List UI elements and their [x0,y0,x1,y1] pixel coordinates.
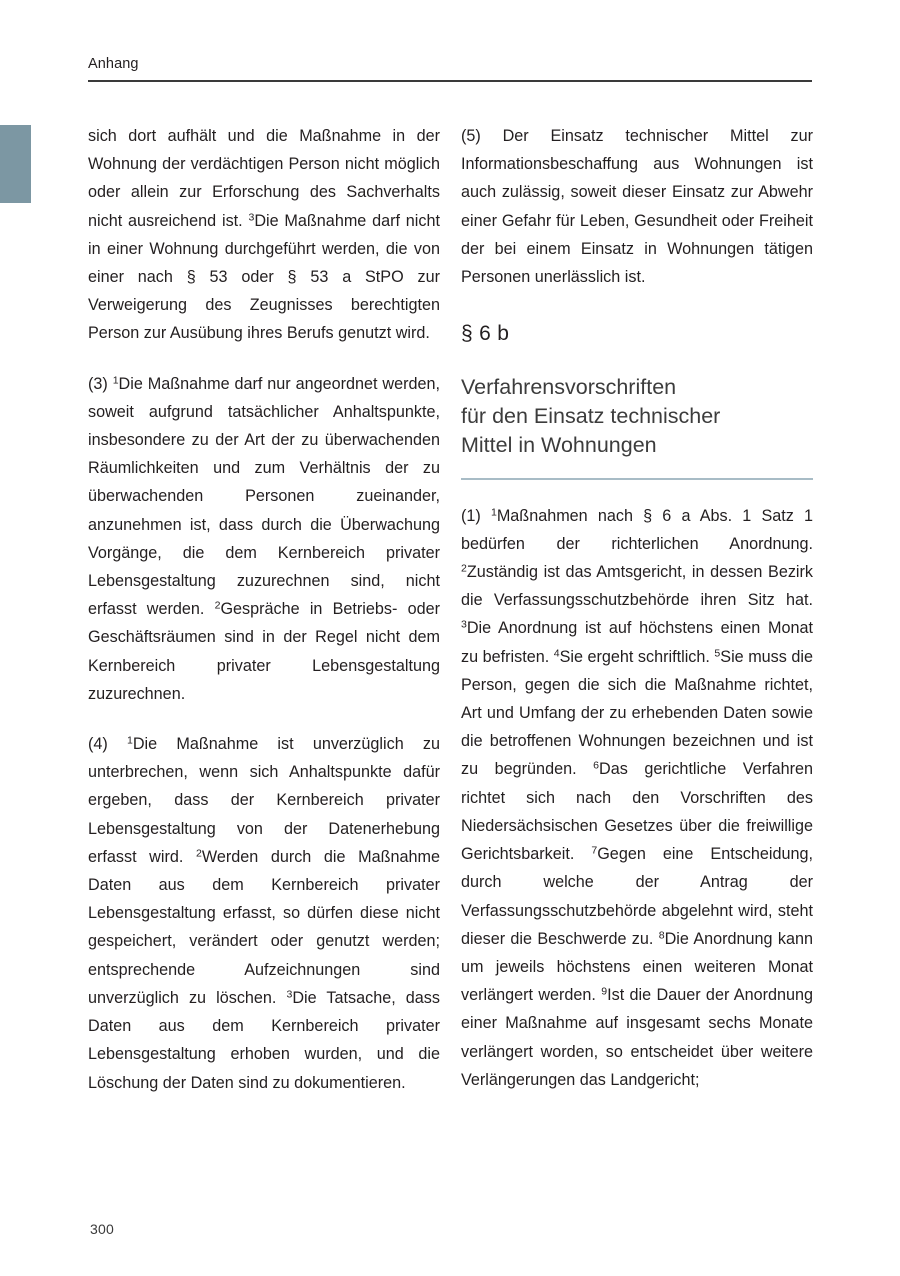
section-number: § 6 b [461,322,510,346]
sentence-marker: 3 [286,988,293,1001]
sentence-marker: 9 [601,985,608,998]
running-header-label: Anhang [88,56,139,72]
para-4: (4) $^1$Die Maßnahme ist unverzüglich zu unterbrechen, wenn sich Anhaltspunkte dafür ergeben, dass der Kernbereich privater Lebensgestaltung von der Datenerhebung erfasst wird. $^2$Werden durch die Maßnahme Daten aus dem Kernbereich privater Lebensgestaltung erfasst, so dürfen diese nicht gespeichert, verändert oder genutzt werden; entsprechende Aufzeichnungen sind unverzüglich zu löschen. $^3$Die Tatsache, dass Daten aus dem Kernbereich privater Lebensgestaltung erhoben wurden, und die Löschung der Daten sind zu dokumentieren. [88,734,440,1092]
sentence-marker: 3 [248,211,255,224]
para-1: (1) $^1$Maßnahmen nach § 6 a Abs. 1 Satz 1 bedürfen der richterlichen Anordnung. $^2$Zuständig ist das Amtsgericht, in dessen Bezirk die Verfassungsschutzbehörde ihren Sitz hat. $^3$Die Anordnung ist auf höchstens einen Monat zu befristen. $^4$Sie ergeht schriftlich. $^5$Sie muss die Person, gegen die sich die Maßnahme richtet, Art und Umfang der zu erhebenden Daten sowie die betroffenen Wohnungen bezeichnen und ist zu begründen. $^6$Das gerichtliche Verfahren richtet sich nach den Vorschriften des Niedersächsischen Gesetzes über die freiwillige Gerichtsbarkeit. $^7$Gegen eine Entscheidung, durch welche der Antrag der Verfassungsschutzbehörde abgelehnt wird, steht dieser die Beschwerde zu. $^8$Die Anordnung kann um jeweils höchstens einen weiteren Monat verlängert werden. $^9$Ist die Dauer der Anordnung einer Maßnahme auf insgesamt sechs Monate verlängert worden, so entscheidet über weitere Verlängerungen das Landgericht; [461,506,814,1089]
section-divider [461,478,813,479]
section-title-line-1: für den Einsatz technischer [461,404,721,429]
right-column-paragraphs-bottom [461,502,813,1094]
para-3: (3) $^1$Die Maßnahme darf nur angeordnet werden, soweit aufgrund tatsächlicher Anhaltspunkte, insbesondere zu der Art der zu überwachenden Räumlichkeiten und zum Verhältnis der zu überwachenden Personen zueinander, anzunehmen ist, dass durch die Überwachung Vorgänge, die dem Kernbereich privater Lebensgestaltung zuzurechnen sind, nicht erfasst werden. $^2$Gespräche in Betriebs- oder Geschäftsräumen sind in der Regel nicht dem Kernbereich privater Lebensgestaltung zuzurechnen. [88,374,440,703]
section-title-line-0: Verfahrensvorschriften [461,375,677,400]
sentence-marker: 5 [714,647,721,660]
sentence-marker: 2 [214,599,221,612]
section-heading-block [461,321,813,479]
para-5: (5) Der Einsatz technischer Mittel zur Informationsbeschaffung aus Wohnungen ist auch zulässig, soweit dieser Einsatz zur Abwehr einer Gefahr für Leben, Gesundheit oder Freiheit der bei einem Einsatz in Wohnungen tätigen Personen unerlässlich ist. [461,127,813,287]
body-columns [88,122,812,1202]
header-divider [88,80,812,81]
page-number: 300 [90,1221,114,1237]
sentence-marker: 1 [112,374,119,387]
right-column [461,122,813,1202]
sentence-marker: 1 [127,734,133,747]
edge-index-tab [0,125,31,203]
left-column-paragraphs [88,122,440,1097]
sentence-marker: 7 [591,844,598,857]
sentence-marker: 2 [461,562,467,575]
running-header [88,56,812,82]
sentence-marker: 6 [593,760,599,773]
right-column-paragraphs-top [461,122,813,291]
sentence-marker: 1 [490,506,497,519]
sentence-marker: 3 [461,619,467,631]
sentence-marker: 8 [658,929,665,942]
left-column [88,122,440,1202]
section-title-line-2: Mittel in Wohnungen [461,433,657,458]
section-title [461,373,813,460]
para-continuation: sich dort aufhält und die Maßnahme in der Wohnung der verdächtigen Person nicht möglich oder allein zur Erforschung des Sachverhalts nicht ausreichend ist. $^3$Die Maßnahme darf nicht in einer Wohnung durchgeführt werden, die von einer nach § 53 oder § 53 a StPO zur Verweigerung des Zeugnisses berechtigten Person zur Ausübung ihres Berufs genutzt wird. [88,127,440,343]
sentence-marker: 2 [195,847,202,860]
sentence-marker: 4 [553,647,560,660]
